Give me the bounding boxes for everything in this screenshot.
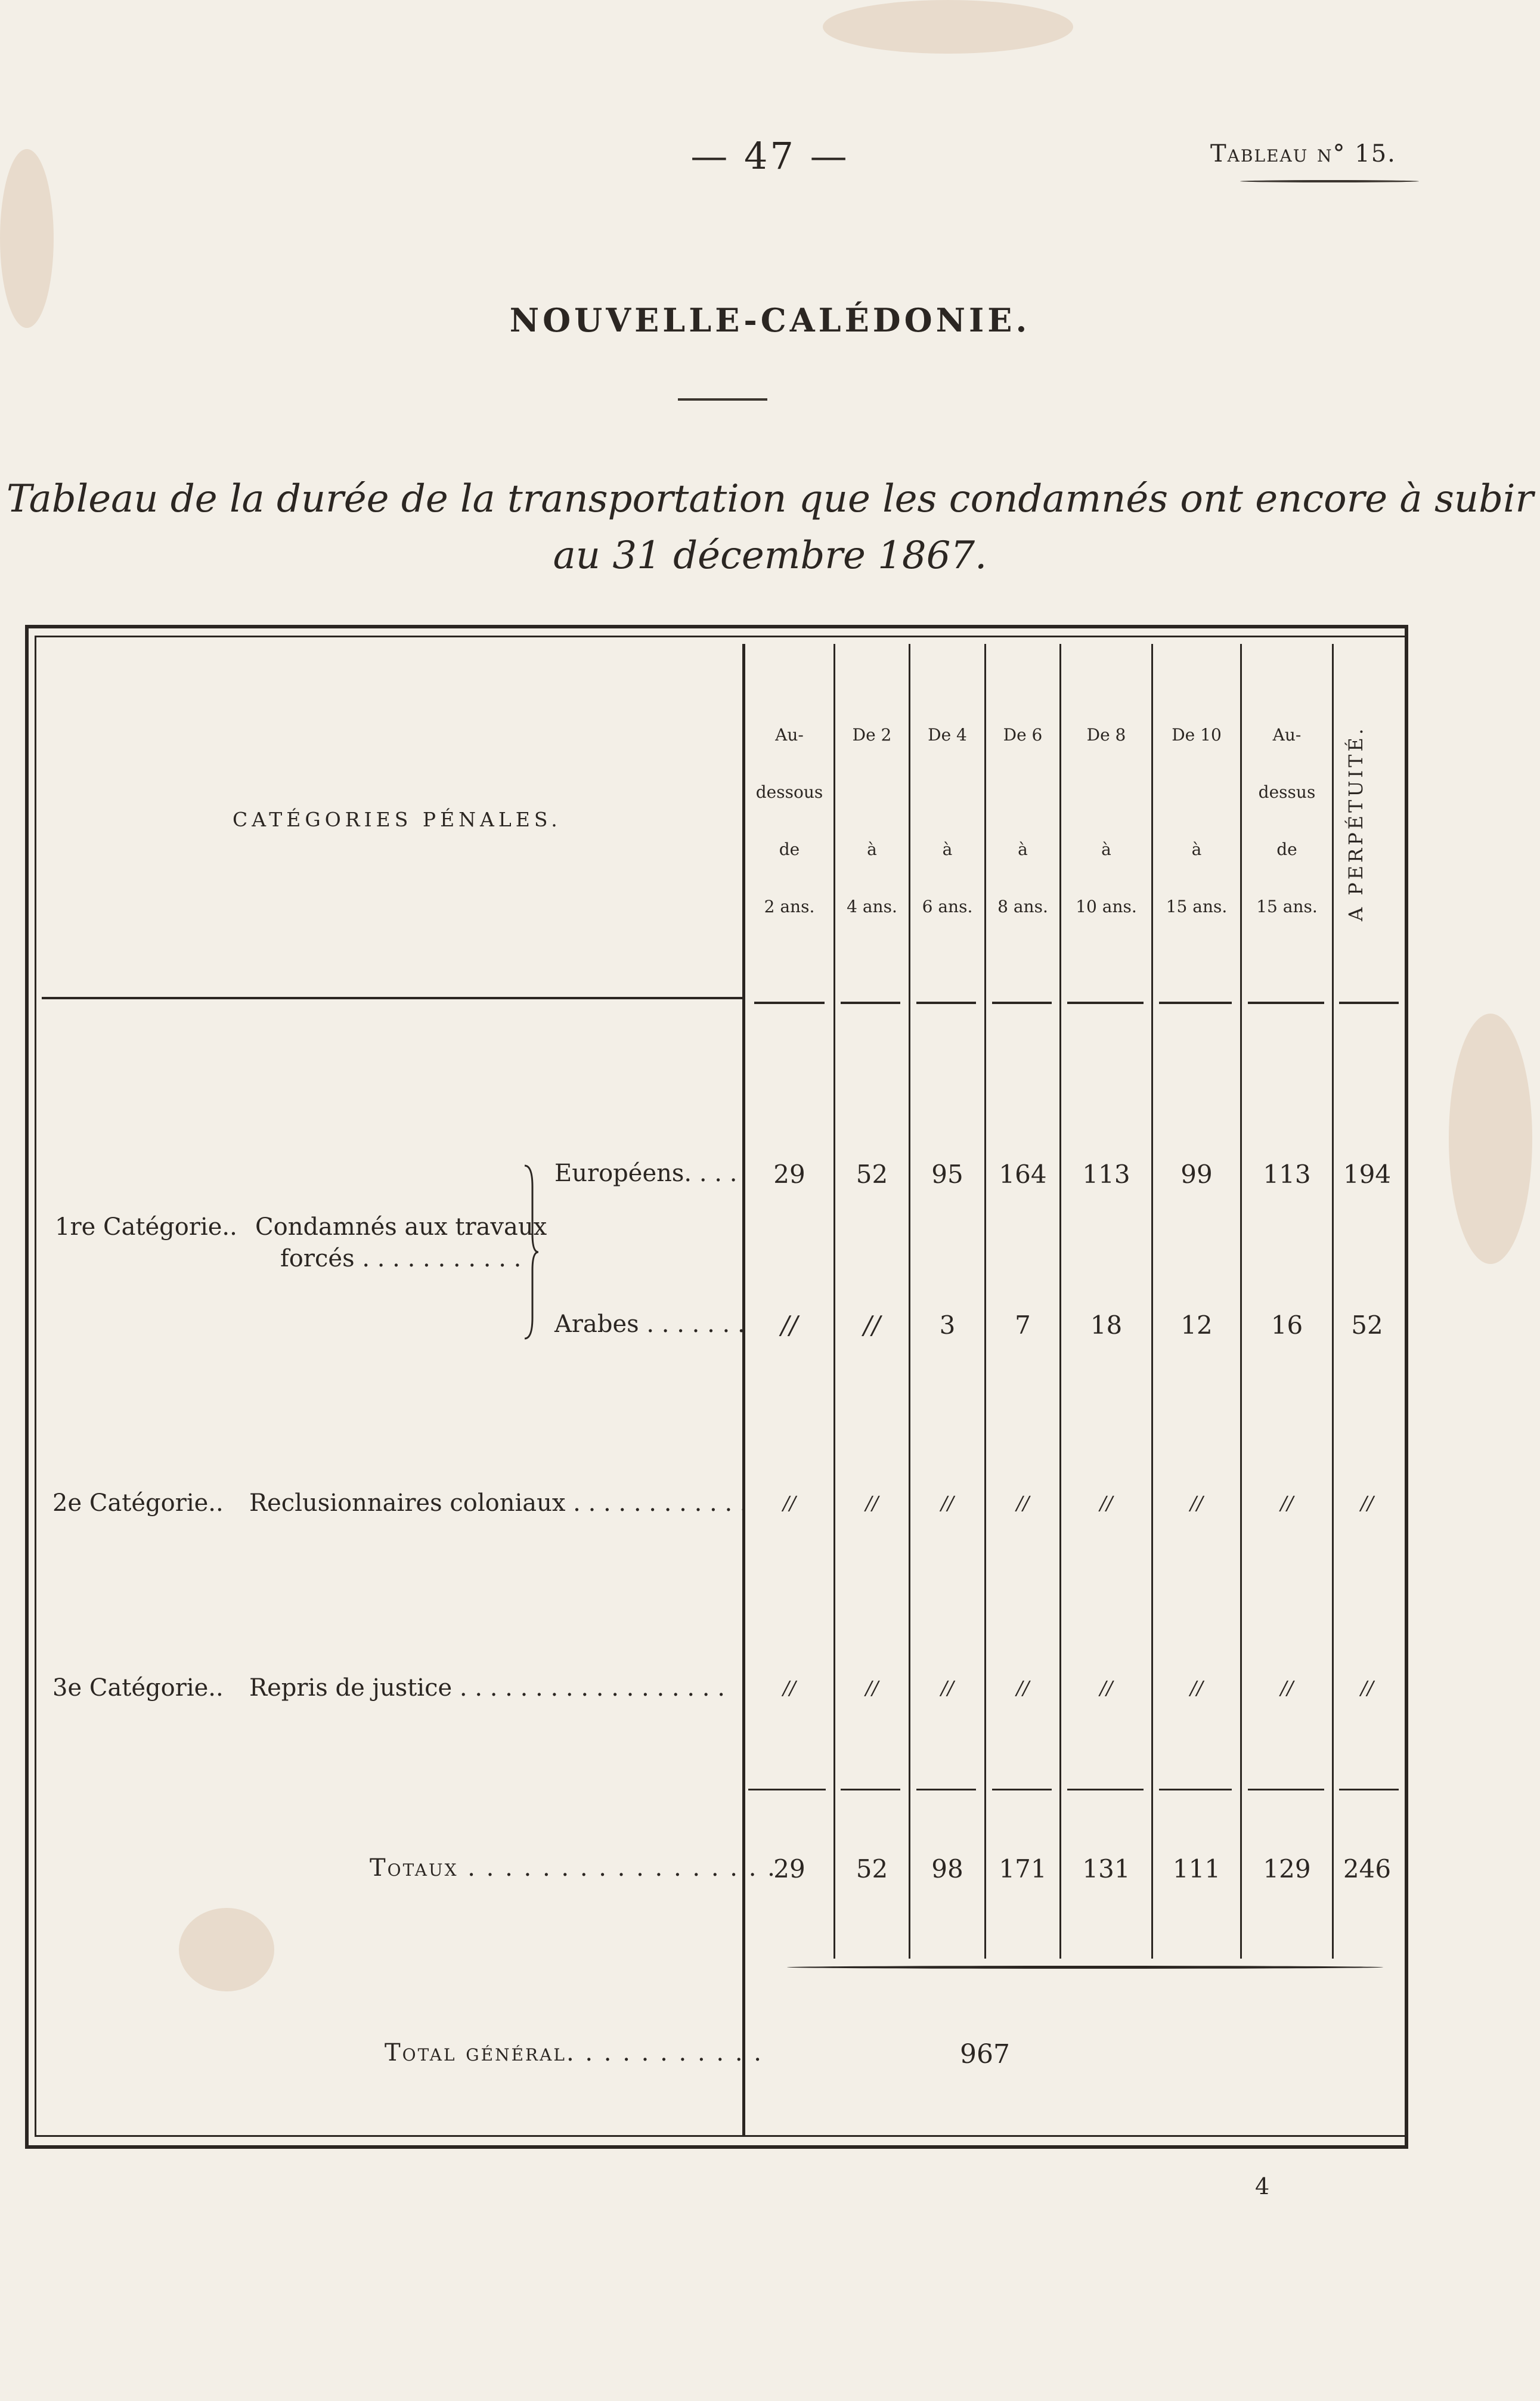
table-cell: // (1361, 1492, 1374, 1514)
col-header-line: De 2 (852, 725, 892, 745)
col-header-line: 6 ans. (922, 897, 973, 916)
table-cell: // (1099, 1492, 1113, 1514)
category-3-description: Repris de justice . . . . . . . . . . . . . . . . . . (249, 1674, 725, 1702)
category-1-label: 1re Catégorie.. (55, 1213, 237, 1241)
table-reference: Tableau n° 15. (1210, 140, 1396, 168)
table-title-line2: au 31 décembre 1867. (553, 534, 987, 578)
column-rule (1159, 1002, 1232, 1004)
col-header-line: à (942, 839, 953, 859)
col-header-line: 8 ans. (997, 897, 1048, 916)
col-header-line: Au- (775, 725, 804, 745)
region-heading: NOUVELLE-CALÉDONIE. (509, 301, 1031, 339)
brace-icon (522, 1163, 540, 1342)
table-cell: 52 (856, 1854, 888, 1883)
paper-stain (1449, 1014, 1532, 1264)
arabes-label: Arabes . . . . . . . (554, 1311, 745, 1338)
col-header-line: 2 ans. (764, 897, 815, 916)
col-header-6 (1153, 707, 1240, 935)
column-rule (1067, 1002, 1144, 1004)
category-1-description: Condamnés aux travaux (255, 1213, 547, 1241)
col-header-2 (835, 707, 909, 935)
col-header-3 (910, 707, 984, 935)
signature-mark: 4 (1255, 2173, 1270, 2199)
col-header-line (835, 764, 909, 821)
col-header-line: à (1018, 839, 1028, 859)
table-cell: // (941, 1677, 954, 1699)
col-header-line: 10 ans. (1076, 897, 1137, 916)
col-header-line: 15 ans. (1256, 897, 1318, 916)
col-header-line (986, 764, 1059, 821)
col-header-perpetuite: A PERPÉTUITÉ. (1344, 726, 1367, 921)
categories-header: CATÉGORIES PÉNALES. (233, 808, 562, 831)
table-cell: 131 (1082, 1854, 1130, 1883)
grand-total-rule (787, 1966, 1383, 1969)
table-cell: 113 (1263, 1160, 1311, 1189)
table-cell: // (1190, 1677, 1203, 1699)
col-header-line: de (779, 839, 800, 859)
europeens-label: Européens. . . . (554, 1160, 738, 1187)
col-header-line: 4 ans. (847, 897, 897, 916)
table-cell: 99 (1180, 1160, 1213, 1189)
col-header-1 (745, 707, 833, 935)
column-divider (1332, 644, 1334, 1959)
grand-total-value: 967 (960, 2039, 1010, 2069)
table-cell: 29 (773, 1854, 805, 1883)
table-cell: 16 (1271, 1311, 1303, 1340)
column-rule (992, 1002, 1052, 1004)
paper-stain (823, 0, 1073, 54)
grand-total-label: Total général. . . . . . . . . . . (385, 2039, 763, 2067)
col-header-line: De 10 (1172, 725, 1222, 745)
col-header-line (1061, 764, 1151, 821)
col-header-line: Au- (1272, 725, 1302, 745)
table-cell: // (1361, 1677, 1374, 1699)
table-cell: // (783, 1492, 796, 1514)
column-rule (1248, 1002, 1324, 1004)
table-cell: 246 (1343, 1854, 1392, 1883)
col-header-7 (1242, 707, 1332, 935)
totals-rule (1159, 1789, 1232, 1790)
table-cell: // (863, 1311, 881, 1340)
col-header-line: à (1101, 839, 1111, 859)
col-header-line: dessous (755, 782, 823, 802)
table-cell: 52 (1351, 1311, 1383, 1340)
table-cell: 29 (773, 1160, 805, 1189)
category-1-description-cont: forcés . . . . . . . . . . . (280, 1245, 522, 1272)
table-cell: 194 (1343, 1160, 1392, 1189)
col-header-line: dessus (1258, 782, 1316, 802)
table-cell: // (783, 1677, 796, 1699)
col-header-4 (986, 707, 1059, 935)
table-reference-rule (1240, 180, 1419, 182)
col-header-line: De 4 (928, 725, 967, 745)
page-number: — 47 — (690, 134, 850, 178)
table-title-line1: Tableau de la durée de la transportation que les condamnés ont encore à subir (6, 477, 1534, 521)
col-header-5 (1061, 707, 1151, 935)
col-header-line (1153, 764, 1240, 821)
table-cell: 171 (999, 1854, 1047, 1883)
category-2-description: Reclusionnaires coloniaux . . . . . . . . . . . . (249, 1489, 748, 1517)
col-header-line: à (1191, 839, 1202, 859)
category-2-label: 2e Catégorie.. (52, 1489, 224, 1517)
table-cell: // (1280, 1677, 1294, 1699)
column-rule (841, 1002, 900, 1004)
table-cell: // (865, 1492, 879, 1514)
table-cell: 95 (931, 1160, 963, 1189)
col-header-line: De 6 (1003, 725, 1043, 745)
col-header-line: De 8 (1086, 725, 1126, 745)
table-cell: 3 (939, 1311, 956, 1340)
totals-rule (841, 1789, 900, 1790)
totals-rule (992, 1789, 1052, 1790)
col-header-line: à (867, 839, 877, 859)
totals-rule (1248, 1789, 1324, 1790)
table-cell: 164 (999, 1160, 1047, 1189)
col-header-line: de (1276, 839, 1297, 859)
column-rule (754, 1002, 825, 1004)
table-cell: 129 (1263, 1854, 1311, 1883)
totals-rule (1339, 1789, 1399, 1790)
table-cell: // (1099, 1677, 1113, 1699)
totals-rule (916, 1789, 976, 1790)
table-cell: 7 (1015, 1311, 1031, 1340)
table-cell: 113 (1082, 1160, 1130, 1189)
table-cell: 12 (1180, 1311, 1213, 1340)
table-cell: 111 (1172, 1854, 1221, 1883)
table-cell: // (1016, 1677, 1030, 1699)
column-rule (1339, 1002, 1399, 1004)
category-3-label: 3e Catégorie.. (52, 1674, 224, 1702)
totals-rule (748, 1789, 826, 1790)
table-cell: 98 (931, 1854, 963, 1883)
table-cell: // (780, 1311, 798, 1340)
totals-label: Totaux . . . . . . . . . . . . . . . . . (370, 1854, 777, 1882)
table-cell: 18 (1090, 1311, 1123, 1340)
heading-rule (678, 398, 767, 401)
header-rule (42, 997, 742, 999)
table-cell: 52 (856, 1160, 888, 1189)
totals-rule (1067, 1789, 1144, 1790)
table-cell: // (1190, 1492, 1203, 1514)
table-cell: // (1280, 1492, 1294, 1514)
column-rule (916, 1002, 976, 1004)
col-header-line (910, 764, 984, 821)
col-header-line: 15 ans. (1166, 897, 1228, 916)
table-cell: // (1016, 1492, 1030, 1514)
table-cell: // (865, 1677, 879, 1699)
table-cell: // (941, 1492, 954, 1514)
